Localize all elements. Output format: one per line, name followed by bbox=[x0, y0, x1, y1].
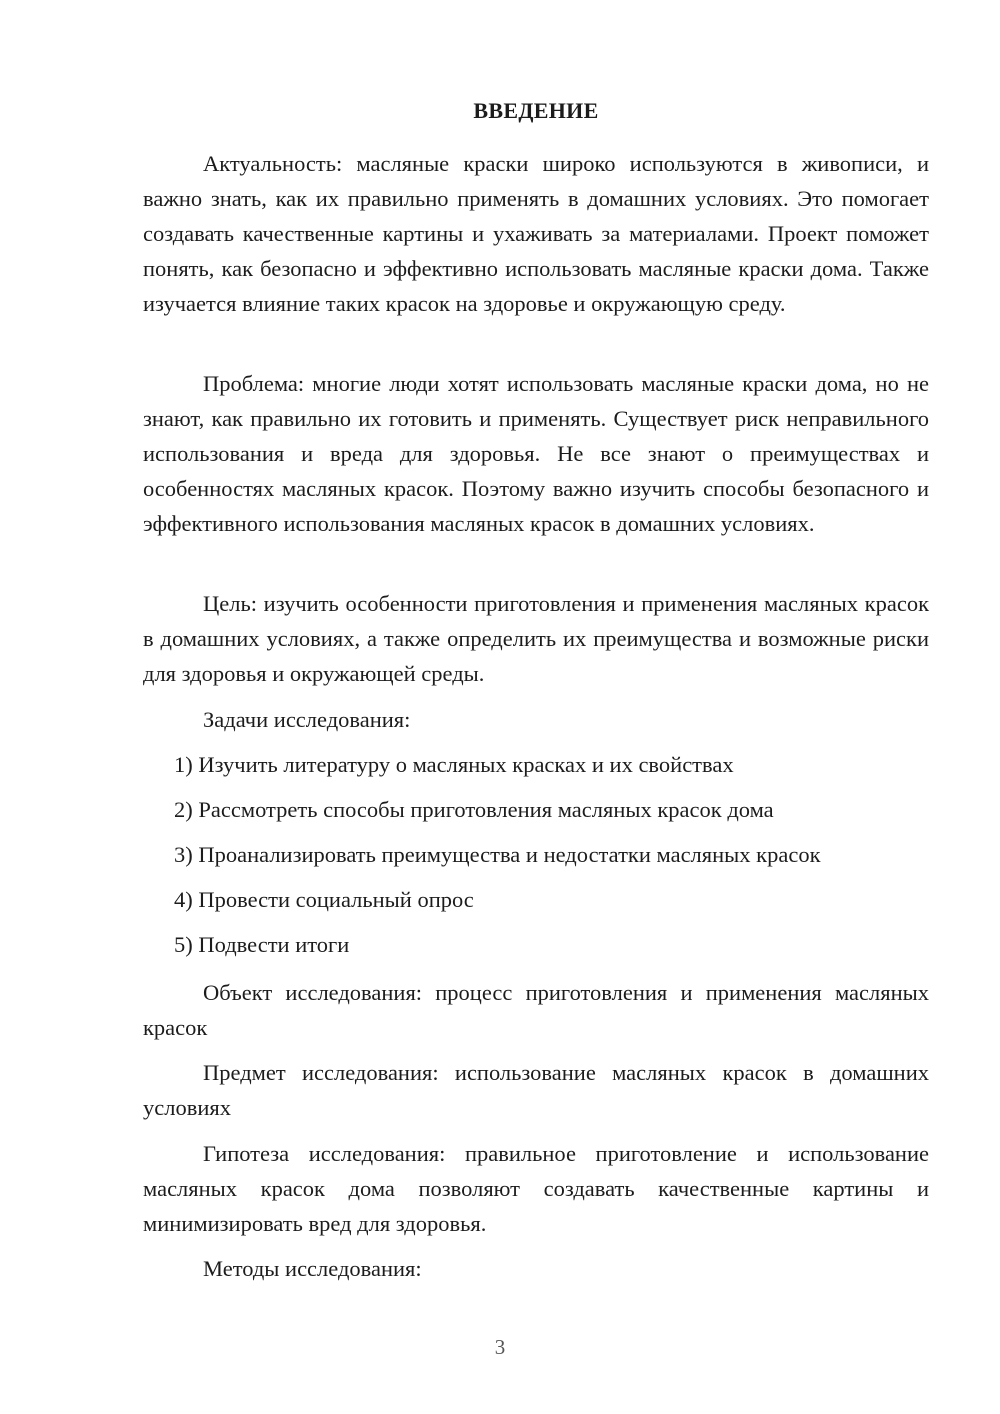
goal-paragraph: Цель: изучить особенности приготовления и применения масляных красок в домашних условиях, а также определить их преимущества и возможные риски для здоровья и окружающей среды. bbox=[143, 591, 929, 686]
page-number: 3 bbox=[494, 1335, 506, 1359]
task-item: 4) Провести социальный опрос bbox=[174, 887, 474, 912]
methods-heading: Методы исследования: bbox=[203, 1256, 422, 1281]
object-paragraph: Объект исследования: процесс приготовления и применения масляных красок bbox=[143, 980, 929, 1040]
hypothesis-paragraph: Гипотеза исследования: правильное приготовление и использование масляных красок дома позволяют создавать качественные картины и минимизировать вред для здоровья. bbox=[143, 1141, 929, 1236]
problem-paragraph: Проблема: многие люди хотят использовать масляные краски дома, но не знают, как правильно их готовить и применять. Существует риск неправильного использования и вреда для здоровья. Не все знают о преимуществах и особенностях масляных красок. Поэтому важно изучить способы безопасного и эффективного использования масляных красок в домашних условиях. bbox=[143, 371, 929, 536]
relevance-paragraph: Актуальность: масляные краски широко используются в живописи, и важно знать, как их правильно применять в домашних условиях. Это помогает создавать качественные картины и ухаживать за материалами. Проект поможет понять, как безопасно и эффективно использовать масляные краски дома. Также изучается влияние таких красок на здоровье и окружающую среду. bbox=[143, 151, 929, 316]
tasks-heading: Задачи исследования: bbox=[203, 707, 411, 732]
task-item: 5) Подвести итоги bbox=[174, 932, 350, 957]
task-item: 2) Рассмотреть способы приготовления масляных красок дома bbox=[174, 797, 774, 822]
task-item: 3) Проанализировать преимущества и недостатки масляных красок bbox=[174, 842, 821, 867]
subject-paragraph: Предмет исследования: использование масляных красок в домашних условиях bbox=[143, 1060, 929, 1120]
section-title: ВВЕДЕНИЕ bbox=[473, 98, 599, 123]
task-item: 1) Изучить литературу о масляных красках и их свойствах bbox=[174, 752, 734, 777]
